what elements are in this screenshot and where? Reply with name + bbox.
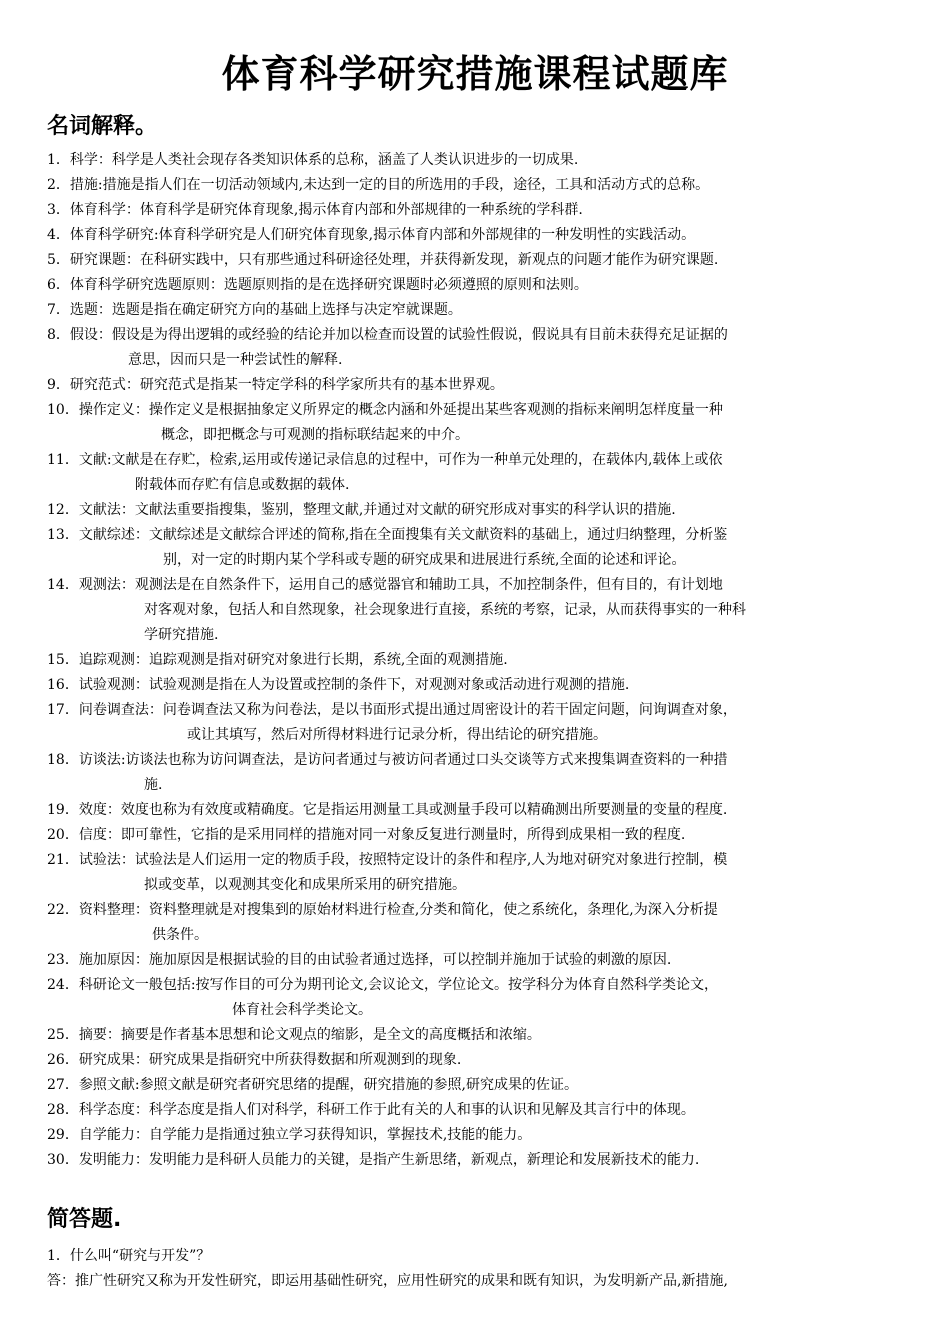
definition-item	[47, 973, 917, 1023]
definition-number: 6．	[47, 277, 70, 293]
definition-item	[47, 748, 917, 798]
definition-number: 3．	[47, 202, 70, 218]
definition-text: 参照文献:参照文献是研究者研究思绪的提醒，研究措施的参照,研究成果的佐证。	[78, 1077, 578, 1093]
definition-text: 体育科学研究选题原则：选题原则指的是在选择研究课题时必须遵照的原则和法则。	[69, 277, 588, 293]
definition-continuation: 别，对一定的时期内某个学科或专题的研究成果和进展进行系统,全面的论述和评论。	[163, 552, 686, 568]
definition-number: 29．	[47, 1127, 79, 1143]
definition-number: 15．	[47, 652, 79, 668]
definition-text: 访谈法:访谈法也称为访问调查法，是访问者通过与被访问者通过口头交谈等方式来搜集调查资料的一种措	[78, 752, 728, 768]
definition-text: 信度：即可靠性，它指的是采用同样的措施对同一对象反复进行测量时，所得到成果相一致的程度.	[78, 827, 686, 843]
definition-continuation: 拟或变革，以观测其变化和成果所采用的研究措施。	[144, 877, 466, 893]
definition-item	[47, 198, 917, 223]
definition-item	[47, 798, 917, 823]
definition-text: 选题：选题是指在确定研究方向的基础上选择与决定窄就课题。	[69, 302, 462, 318]
definition-number: 13．	[47, 527, 79, 543]
short-answer-block	[47, 1244, 927, 1294]
definition-number: 26．	[47, 1052, 79, 1068]
definition-item	[47, 323, 917, 373]
definition-continuation: 意思，因而只是一种尝试性的解释.	[128, 352, 343, 368]
definitions-list	[47, 148, 917, 1173]
definition-text: 文献法：文献法重要指搜集，鉴别，整理文献,并通过对文献的研究形成对事实的科学认识的措施.	[78, 502, 676, 518]
definition-item	[47, 1073, 917, 1098]
definition-text: 文献:文献是在存贮，检索,运用或传递记录信息的过程中，可作为一种单元处理的，在载体内,载体上或依	[78, 452, 723, 468]
definition-continuation: 供条件。	[152, 927, 208, 943]
definition-text: 科研论文一般包括:按写作目的可分为期刊论文,会议论文，学位论文。按学科分为体育自然科学类论文，	[78, 977, 718, 993]
definition-number: 21．	[47, 852, 79, 868]
definitions-heading: 名词解释。	[47, 114, 158, 139]
definition-item	[47, 823, 917, 848]
definition-item	[47, 223, 917, 248]
definition-text: 假设：假设是为得出逻辑的或经验的结论并加以检查而设置的试验性假说，假说具有目前未获得充足证据的	[69, 327, 728, 343]
definition-item	[47, 1048, 917, 1073]
definition-number: 4．	[47, 227, 70, 243]
definition-number: 12．	[47, 502, 79, 518]
definition-text: 问卷调查法：问卷调查法又称为问卷法，是以书面形式提出通过周密设计的若干固定问题，问询调查对象，	[78, 702, 737, 718]
definition-text: 科学态度：科学态度是指人们对科学，科研工作于此有关的人和事的认识和见解及其言行中的体现。	[78, 1102, 695, 1118]
definition-text: 资料整理：资料整理就是对搜集到的原始材料进行检查,分类和简化，使之系统化，条理化,为深入分析提	[78, 902, 718, 918]
definition-item	[47, 1098, 917, 1123]
definition-text: 研究范式：研究范式是指某一特定学科的科学家所共有的基本世界观。	[69, 377, 504, 393]
definition-item	[47, 573, 917, 648]
definition-text: 试验观测：试验观测是指在人为设置或控制的条件下，对观测对象或活动进行观测的措施.	[78, 677, 630, 693]
definition-text: 文献综述：文献综述是文献综合评述的简称,指在全面搜集有关文献资料的基础上，通过归纳整理，分析鉴	[78, 527, 728, 543]
definition-item	[47, 148, 917, 173]
definition-number: 25．	[47, 1027, 79, 1043]
definition-number: 17．	[47, 702, 79, 718]
definition-text: 追踪观测：追踪观测是指对研究对象进行长期，系统,全面的观测措施.	[78, 652, 508, 668]
definition-number: 1．	[47, 152, 70, 168]
definition-text: 摘要：摘要是作者基本思想和论文观点的缩影，是全文的高度概括和浓缩。	[78, 1027, 541, 1043]
definition-number: 7．	[47, 302, 70, 318]
definition-text: 观测法：观测法是在自然条件下，运用自己的感觉器官和辅助工具，不加控制条件，但有目的，有计划地	[78, 577, 723, 593]
definition-text: 效度：效度也称为有效度或精确度。它是指运用测量工具或测量手段可以精确测出所要测量的变量的程度.	[78, 802, 728, 818]
answer-text: 答：推广性研究又称为开发性研究，即运用基础性研究，应用性研究的成果和既有知识，为发明新产品,新措施,	[47, 1273, 728, 1289]
definition-text: 发明能力：发明能力是科研人员能力的关键，是指产生新思绪，新观点，新理论和发展新技术的能力.	[78, 1152, 700, 1168]
definition-item	[47, 898, 917, 948]
definition-continuation: 施.	[144, 777, 163, 793]
definition-item	[47, 248, 917, 273]
definition-item	[47, 1123, 917, 1148]
definition-item	[47, 298, 917, 323]
definition-text: 措施:措施是指人们在一切活动领域内,未达到一定的目的所选用的手段，途径，工具和活动方式的总称。	[69, 177, 710, 193]
definition-item	[47, 523, 917, 573]
definition-number: 9．	[47, 377, 70, 393]
definition-number: 27．	[47, 1077, 79, 1093]
definition-item	[47, 648, 917, 673]
definition-item	[47, 948, 917, 973]
definition-text: 科学：科学是人类社会现存各类知识体系的总称，涵盖了人类认识进步的一切成果.	[69, 152, 579, 168]
definition-number: 16．	[47, 677, 79, 693]
definition-text: 体育科学：体育科学是研究体育现象,揭示体育内部和外部规律的一种系统的学科群.	[69, 202, 583, 218]
definition-item	[47, 498, 917, 523]
definition-number: 2．	[47, 177, 70, 193]
definition-number: 11．	[47, 452, 79, 468]
definition-number: 24．	[47, 977, 79, 993]
definition-number: 20．	[47, 827, 79, 843]
definition-text: 试验法：试验法是人们运用一定的物质手段，按照特定设计的条件和程序,人为地对研究对象进行控制，模	[78, 852, 728, 868]
definition-text: 体育科学研究:体育科学研究是人们研究体育现象,揭示体育内部和外部规律的一种发明性的实践活动。	[69, 227, 696, 243]
definition-continuation: 或让其填写，然后对所得材料进行记录分析，得出结论的研究措施。	[187, 727, 607, 743]
definition-continuation: 学研究措施.	[144, 627, 219, 643]
question-text: 1．什么叫“研究与开发”？	[47, 1248, 211, 1264]
definition-continuation: 对客观对象，包括人和自然现象，社会现象进行直接，系统的考察，记录，从而获得事实的一种科	[144, 602, 746, 618]
definition-item	[47, 1148, 917, 1173]
definition-item	[47, 1023, 917, 1048]
short-answer-heading: 简答题.	[47, 1207, 122, 1232]
definition-continuation: 概念，即把概念与可观测的指标联结起来的中介。	[161, 427, 469, 443]
definition-item	[47, 698, 917, 748]
document-title: 体育科学研究措施课程试题库	[221, 52, 729, 96]
definition-item	[47, 373, 917, 398]
definition-number: 18．	[47, 752, 79, 768]
definition-item	[47, 448, 917, 498]
definition-text: 自学能力：自学能力是指通过独立学习获得知识，掌握技术,技能的能力。	[78, 1127, 532, 1143]
definition-item	[47, 848, 917, 898]
definition-number: 30．	[47, 1152, 79, 1168]
definition-continuation: 体育社会科学类论文。	[232, 1002, 372, 1018]
definition-number: 5．	[47, 252, 70, 268]
definition-text: 研究成果：研究成果是指研究中所获得数据和所观测到的现象.	[78, 1052, 462, 1068]
definition-text: 施加原因：施加原因是根据试验的目的由试验者通过选择，可以控制并施加于试验的刺激的原因.	[78, 952, 672, 968]
definition-text: 研究课题：在科研实践中，只有那些通过科研途径处理，并获得新发现，新观点的问题才能作为研究课题.	[69, 252, 719, 268]
definition-number: 22．	[47, 902, 79, 918]
definition-item	[47, 673, 917, 698]
definition-number: 28．	[47, 1102, 79, 1118]
definition-number: 10．	[47, 402, 79, 418]
definition-number: 8．	[47, 327, 70, 343]
definition-number: 14．	[47, 577, 79, 593]
definition-number: 19．	[47, 802, 79, 818]
definition-item	[47, 273, 917, 298]
definition-item	[47, 173, 917, 198]
definition-text: 操作定义：操作定义是根据抽象定义所界定的概念内涵和外延提出某些客观测的指标来阐明怎样度量一种	[78, 402, 723, 418]
definition-continuation: 附载体而存贮有信息或数据的载体.	[135, 477, 350, 493]
definition-item	[47, 398, 917, 448]
definition-number: 23．	[47, 952, 79, 968]
